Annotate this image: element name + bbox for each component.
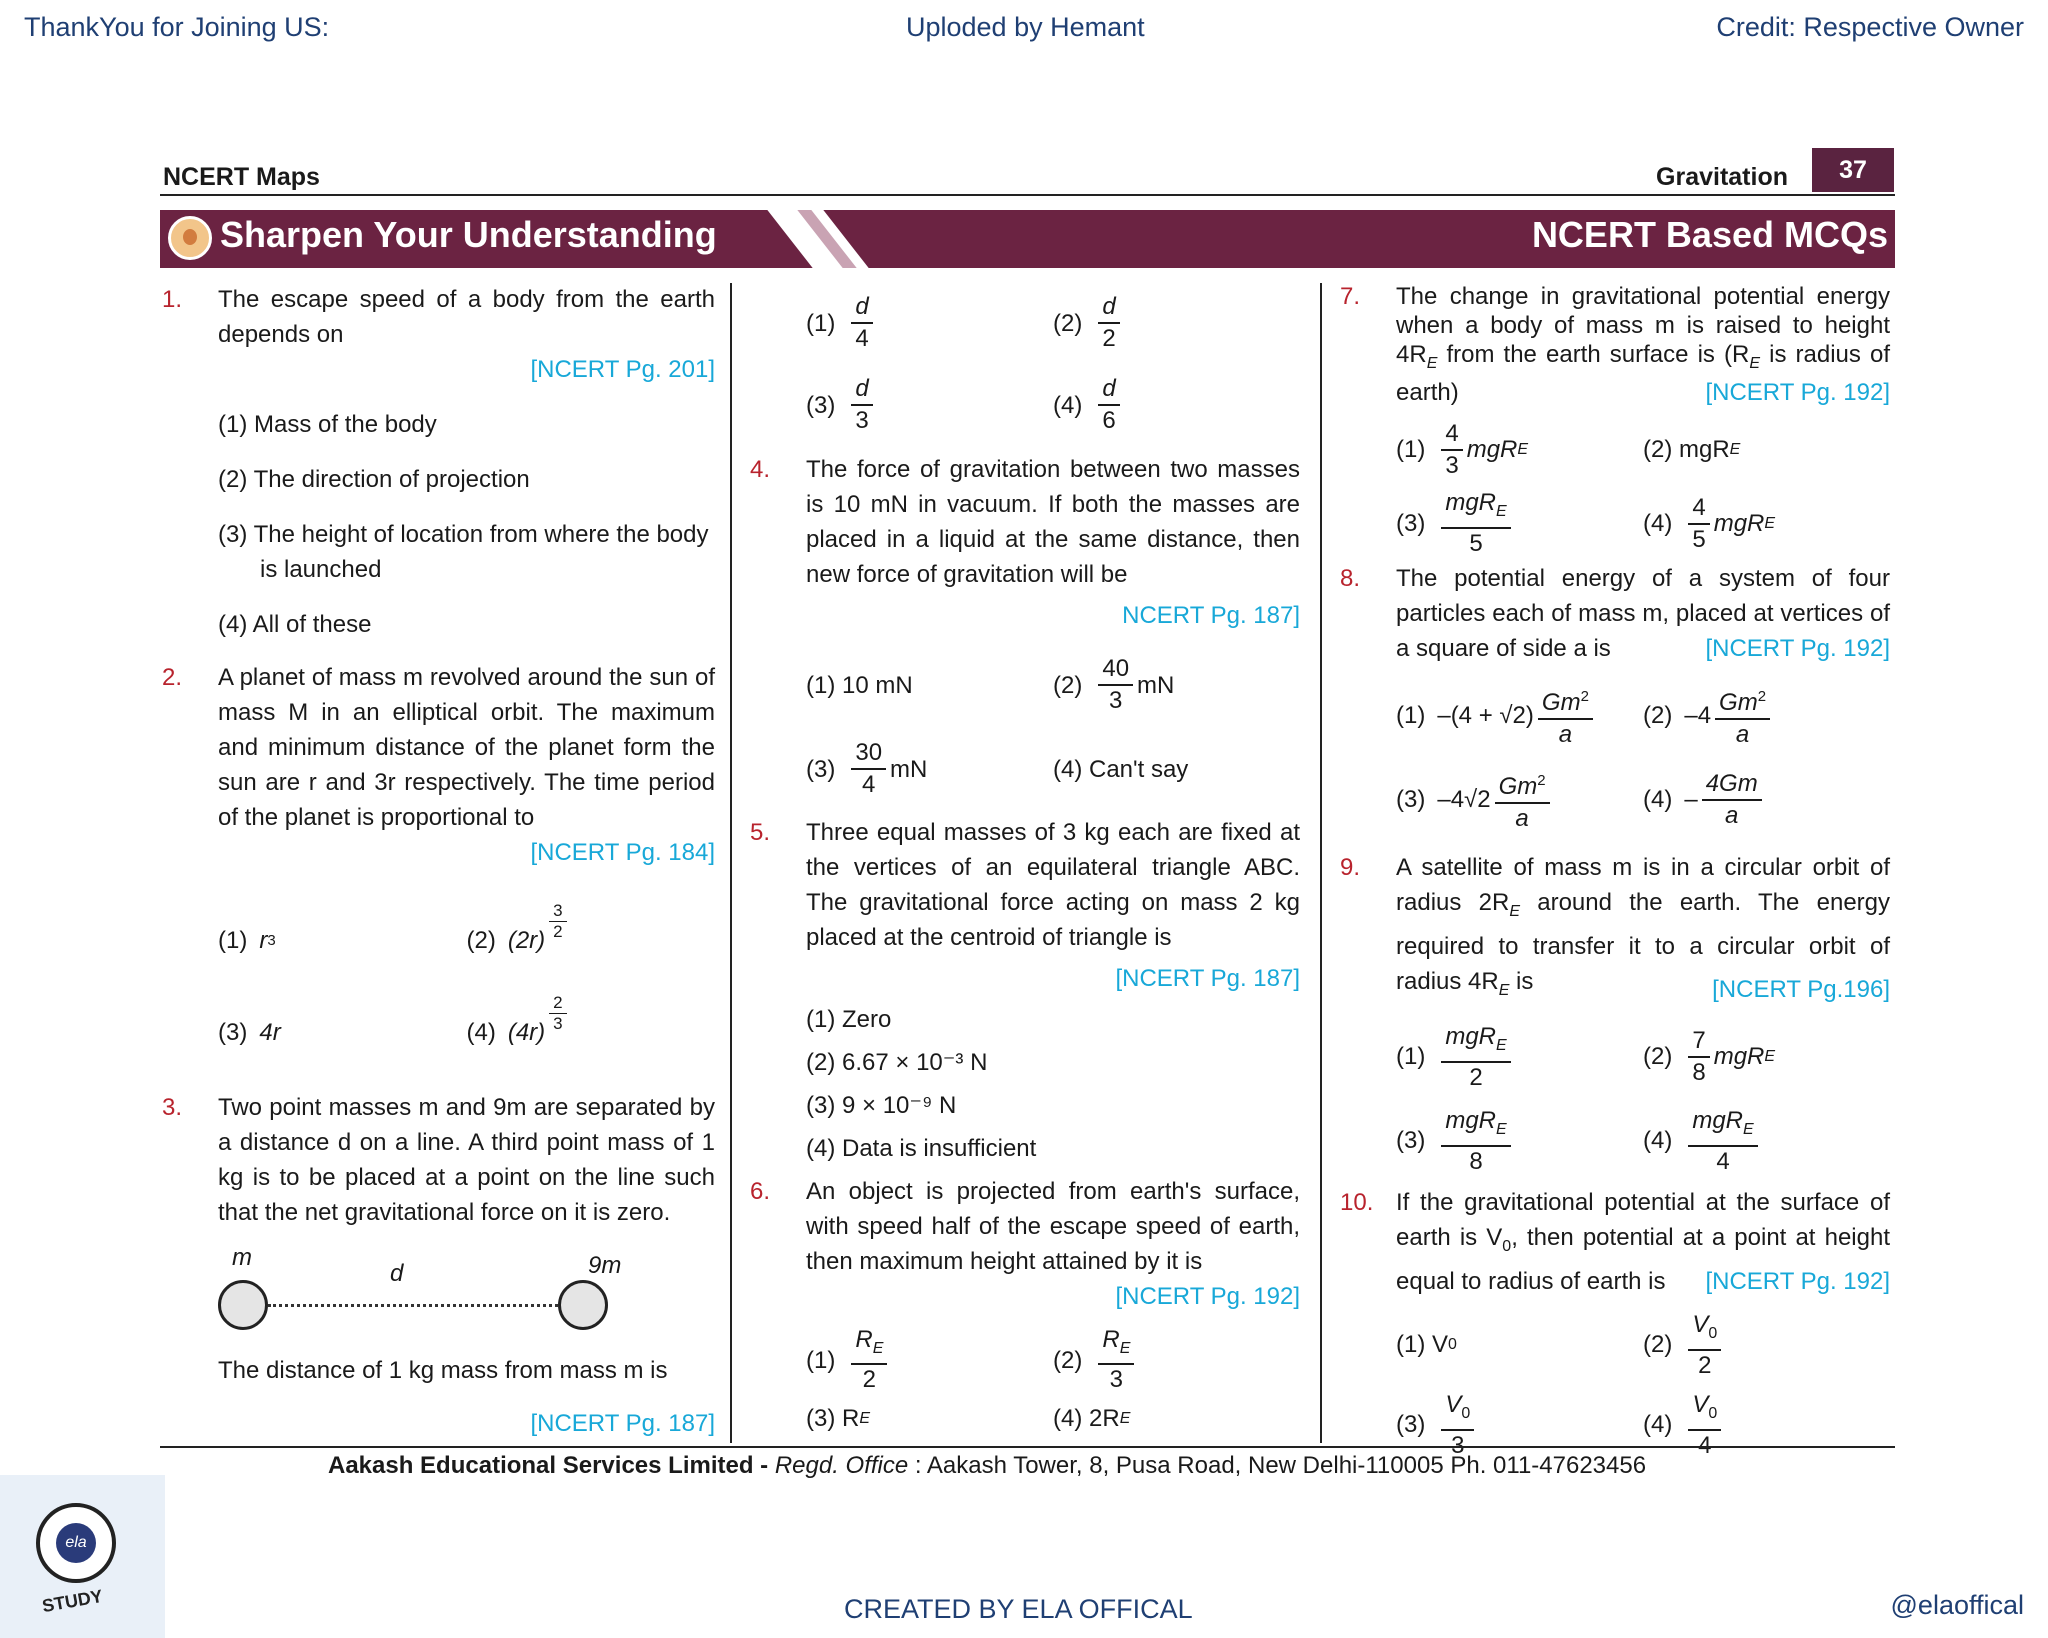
numerator: 40 [1098, 654, 1133, 686]
header-rule [160, 194, 1895, 196]
unit: mN [890, 755, 928, 783]
chapter-title: Gravitation [1656, 163, 1788, 191]
page-number: 37 [1812, 148, 1894, 192]
question-text: The distance of 1 kg mass from mass m is [218, 1357, 668, 1384]
label-m: m [232, 1244, 252, 1271]
coefficient: – [1684, 785, 1698, 813]
ncert-reference: [NCERT Pg. 187] [530, 1410, 715, 1437]
coefficient: –4 [1684, 701, 1712, 729]
question-number: 6. [750, 1178, 771, 1205]
ncert-reference: [NCERT Pg. 184] [530, 839, 715, 866]
option [1396, 1305, 1643, 1385]
option-label: (3) [1396, 1127, 1426, 1155]
question-10 [1338, 1185, 1890, 1299]
fraction [1688, 1026, 1709, 1088]
top-left-note: ThankYou for Joining US: [24, 12, 330, 42]
subscript: 0 [1448, 1336, 1457, 1354]
fraction [1441, 419, 1462, 481]
option: (1) Mass of the body [218, 411, 437, 438]
subscript: E [1729, 440, 1741, 458]
option-label: (2) [1643, 1043, 1673, 1071]
option [1643, 674, 1890, 758]
question-3 [160, 1090, 715, 1230]
fraction [1441, 1106, 1510, 1177]
denominator: 4 [855, 325, 869, 352]
question-text: Two point masses m and 9m are separated by a distance d on a line. A third point mass of 1 kg is to be placed at a point on the line such that the net gravitational force on it is zero. [218, 1094, 715, 1226]
option-label: (2) [466, 926, 496, 954]
fraction [1098, 374, 1119, 436]
numerator: mgR [1692, 1106, 1744, 1134]
subscript: E [872, 1339, 884, 1357]
subscript: E [1496, 503, 1507, 521]
question-9 [1338, 850, 1890, 1008]
option-label: (1) [806, 1346, 836, 1374]
subscript: E [1426, 354, 1438, 372]
question-8 [1338, 561, 1890, 666]
question-number: 8. [1340, 564, 1361, 592]
numerator: 2 [549, 993, 566, 1014]
question-text: is [1509, 967, 1534, 995]
label-9m: 9m [588, 1252, 622, 1279]
column-3 [1338, 282, 1890, 1465]
subscript: E [1743, 1120, 1754, 1138]
numerator: Gm [1719, 688, 1758, 716]
expression: mgR [1713, 509, 1765, 537]
option: (2) 6.67 × 10⁻³ N [806, 1049, 988, 1076]
option-label: (4) [1643, 1411, 1673, 1439]
option-label: (4) [1643, 509, 1673, 537]
option: (2) The direction of projection [218, 466, 530, 493]
denominator: 2 [862, 1366, 877, 1394]
column-1 [160, 282, 715, 1441]
option [1396, 413, 1643, 487]
question-5 [748, 815, 1300, 996]
options-grid-q9 [1338, 1015, 1890, 1183]
question-text: The potential energy of a system of four particles each of mass m, placed at vertices of a square of side a is [1396, 564, 1890, 662]
question-text: is radius of earth) [1396, 341, 1891, 406]
option-value: (2) mgR [1643, 435, 1730, 463]
option: (1) Zero [806, 1006, 892, 1033]
column-divider [730, 283, 732, 1443]
option-value: (3) R [806, 1404, 860, 1432]
numerator: 30 [851, 738, 886, 770]
fraction: $\frac{Gm^2}{a}$ [1495, 766, 1550, 834]
subscript: 0 [1708, 1404, 1718, 1422]
option [1396, 758, 1643, 842]
option [806, 282, 1053, 364]
fraction: $\frac{Gm^2}{a}$ [1538, 682, 1593, 750]
question-number: 7. [1340, 283, 1361, 310]
footer-rule [160, 1446, 1895, 1448]
question-2 [160, 660, 715, 870]
fraction [851, 738, 886, 800]
question-text: Three equal masses of 3 kg each are fixed at the vertices of an equilateral triangle ABC. The gravitational force acting on mass 2 kg placed at the centroid of triangle is [806, 819, 1300, 951]
masses-diagram [218, 1230, 715, 1335]
option-label: (3) [806, 755, 836, 783]
column-divider [1320, 283, 1322, 1443]
options-grid [160, 894, 715, 1078]
options-grid-q6 [748, 1322, 1300, 1438]
numerator: R [1102, 1325, 1120, 1353]
denominator: 5 [1692, 525, 1706, 553]
option [1053, 364, 1300, 446]
question-text: If the gravitational potential at the surface of earth is V [1396, 1189, 1890, 1252]
coefficient: –(4 + √2) [1437, 701, 1534, 729]
numerator: 7 [1688, 1026, 1709, 1058]
option-label: (4) [1643, 1127, 1673, 1155]
fraction [1702, 769, 1762, 831]
subscript: 0 [1502, 1238, 1512, 1256]
fraction [851, 1325, 887, 1396]
option-label: (3) [1396, 1411, 1426, 1439]
question-text: An object is projected from earth's surface, with speed half of the escape speed of earth, then maximum height attained by it is [806, 1178, 1300, 1275]
option-label: (1) [1396, 701, 1426, 729]
denominator: 5 [1469, 530, 1483, 558]
column-2 [748, 282, 1300, 1438]
denominator: 3 [855, 407, 869, 434]
expression: mgR [1466, 435, 1518, 463]
mass-9m-circle [558, 1280, 608, 1330]
denominator: 2 [1102, 325, 1116, 352]
option [1053, 282, 1300, 364]
option: (4) Can't say [1053, 755, 1189, 783]
ncert-reference: [NCERT Pg. 192] [1705, 1268, 1890, 1296]
ncert-reference: [NCERT Pg. 201] [530, 356, 715, 383]
option-label: (2) [1053, 1346, 1083, 1374]
denominator: 4 [1716, 1147, 1730, 1175]
option [1053, 643, 1300, 727]
subscript: E [1498, 981, 1510, 999]
option-label: (2) [1053, 309, 1083, 337]
denominator: 2 [1469, 1063, 1483, 1091]
exponent: 3 [267, 931, 276, 949]
option: (4) All of these [218, 611, 372, 638]
options-grid-q10 [1338, 1305, 1890, 1465]
fraction [1441, 1022, 1510, 1093]
option-value: 4r [259, 1018, 281, 1046]
option-label: (1) [1396, 1043, 1426, 1071]
numerator: V [1692, 1310, 1709, 1338]
option [1643, 1015, 1890, 1099]
question-4 [748, 452, 1300, 633]
logo-text: STUDY [40, 1585, 105, 1617]
numerator: mgR [1445, 1022, 1497, 1050]
option [467, 986, 716, 1078]
fraction [1441, 488, 1510, 559]
option-label: (3) [218, 1018, 248, 1046]
subscript: E [1517, 440, 1529, 458]
expression: mgR [1713, 1043, 1765, 1071]
subscript: E [1764, 514, 1776, 532]
fraction [851, 292, 872, 354]
option [467, 894, 716, 986]
question-text: around the earth. The energy required to transfer it to a circular orbit of radius 4R [1396, 888, 1891, 995]
address: : Aakash Tower, 8, Pusa Road, New Delhi-110005 Ph. 011-47623456 [908, 1452, 1647, 1479]
label-d: d [390, 1260, 404, 1287]
subscript: E [1496, 1120, 1507, 1138]
top-right-note: Credit: Respective Owner [1716, 12, 2024, 42]
coefficient: –4√2 [1437, 785, 1491, 813]
option [218, 986, 467, 1078]
denominator: 2 [1698, 1351, 1712, 1379]
option-label: (1) [218, 926, 248, 954]
option [1396, 487, 1643, 561]
denominator: 2 [553, 921, 563, 941]
banner-title-left: Sharpen Your Understanding [220, 214, 717, 255]
question-text: A planet of mass m revolved around the sun of mass M in an elliptical orbit. The maximum and minimum distance of the planet form the sun are r and 3r respectively. The time period of the planet is proportional to [218, 664, 715, 831]
denominator: 3 [1109, 1366, 1124, 1394]
question-7 [1338, 282, 1890, 407]
denominator: a [1515, 804, 1529, 832]
social-handle: @elaoffical [1890, 1590, 2024, 1620]
option-label: (4) [1643, 785, 1673, 813]
fraction [1688, 1310, 1721, 1381]
question-number: 3. [162, 1094, 183, 1121]
subscript: E [859, 1409, 871, 1427]
question-text: The escape speed of a body from the earth depends on [218, 286, 715, 348]
option-value: (2r) [507, 926, 546, 954]
fraction [1688, 1106, 1757, 1177]
option: (3) The height of location from where the body is launched [218, 521, 709, 583]
denominator: a [1725, 801, 1739, 829]
ncert-reference: [NCERT Pg. 192] [1705, 634, 1890, 662]
fraction [851, 374, 872, 436]
numerator: Gm [1498, 772, 1538, 800]
fraction [1098, 1325, 1134, 1396]
book-title: NCERT Maps [163, 163, 320, 191]
banner-title-right: NCERT Based MCQs [1531, 214, 1888, 255]
option-label: (2) [1053, 671, 1083, 699]
denominator: 6 [1102, 407, 1116, 434]
question-text: , then potential at a point at height equal to radius of earth is [1396, 1224, 1890, 1296]
denominator: 8 [1469, 1147, 1483, 1175]
denominator: 3 [553, 1013, 563, 1033]
numerator: d [851, 292, 872, 324]
numerator: 3 [549, 901, 566, 922]
question-text: The force of gravitation between two masses is 10 mN in vacuum. If both the masses are placed in a liquid at the same distance, then new force of gravitation will be [806, 456, 1300, 588]
subscript: E [1119, 1409, 1131, 1427]
option-label: (3) [1396, 509, 1426, 537]
numerator: d [851, 374, 872, 406]
option: (4) Data is insufficient [806, 1135, 1037, 1162]
brain-bulb-icon [168, 216, 212, 260]
fraction [1688, 1390, 1721, 1461]
option [1643, 1305, 1890, 1385]
subscript: E [1496, 1036, 1507, 1054]
question-1 [160, 282, 715, 387]
fraction [1441, 1390, 1474, 1461]
top-middle-note: Uploded by Hemant [906, 12, 1145, 42]
denominator: a [1558, 720, 1573, 748]
logo-mark: ela [56, 1523, 96, 1563]
numerator: Gm [1541, 688, 1581, 716]
option [806, 727, 1053, 811]
fraction: $\frac{Gm^2}{a}$ [1715, 682, 1770, 750]
option-value: r [259, 926, 268, 954]
subscript: E [1509, 902, 1520, 920]
question-number: 4. [750, 456, 771, 483]
option-label: (4) [466, 1018, 496, 1046]
mass-m-circle [218, 1280, 268, 1330]
fraction-exponent [549, 993, 566, 1034]
options-grid-q8 [1338, 674, 1890, 842]
option-value: (1) V [1396, 1331, 1449, 1359]
denominator: 8 [1692, 1059, 1706, 1087]
option [1643, 1385, 1890, 1465]
option-label: (1) [1396, 435, 1426, 463]
option [1643, 413, 1890, 487]
denominator: 3 [1445, 451, 1459, 479]
option [806, 1398, 1053, 1438]
ncert-reference: [NCERT Pg. 192] [1705, 378, 1890, 406]
option-value: (4) 2R [1053, 1404, 1120, 1432]
numerator: mgR [1445, 489, 1497, 517]
option [1643, 758, 1890, 842]
unit: mN [1137, 671, 1175, 699]
numerator: mgR [1445, 1106, 1497, 1134]
question-number: 10. [1340, 1189, 1374, 1217]
numerator: 4 [1441, 419, 1462, 451]
ncert-reference: [NCERT Pg. 192] [1115, 1283, 1300, 1310]
numerator: d [1098, 292, 1119, 324]
ncert-reference: NCERT Pg. 187] [1122, 602, 1300, 629]
option-label: (3) [806, 391, 836, 419]
question-number: 1. [162, 286, 183, 313]
created-by-note: CREATED BY ELA OFFICAL [844, 1594, 1193, 1624]
option-value: (4r) [507, 1018, 546, 1046]
numerator: d [1098, 374, 1119, 406]
denominator: a [1735, 720, 1750, 748]
option: (1) 10 mN [806, 671, 913, 699]
fraction-exponent [549, 901, 566, 942]
option [806, 364, 1053, 446]
subscript: E [1764, 1048, 1776, 1066]
option [1643, 1099, 1890, 1183]
denominator: 3 [1109, 687, 1123, 714]
option-label: (4) [1053, 391, 1083, 419]
subscript: E [1749, 354, 1761, 372]
numerator: R [855, 1325, 873, 1353]
fraction [1688, 493, 1709, 555]
numerator: V [1445, 1390, 1462, 1418]
distance-line [268, 1304, 564, 1307]
options-grid-q7 [1338, 413, 1890, 561]
option-label: (2) [1643, 1331, 1673, 1359]
option [1396, 1099, 1643, 1183]
fraction [1098, 292, 1119, 354]
question-text: A satellite of mass m is in a circular orbit of radius 2R [1396, 853, 1890, 916]
denominator: 4 [862, 771, 876, 798]
question-number: 9. [1340, 853, 1361, 881]
question-text: from the earth surface is (R [1437, 341, 1750, 368]
ncert-reference: [NCERT Pg.196] [1712, 976, 1890, 1004]
numerator: 4Gm [1702, 769, 1762, 801]
ela-study-logo [0, 1475, 165, 1638]
numerator: 4 [1688, 493, 1709, 525]
question-3-continued [160, 1353, 715, 1388]
options-grid-q4 [748, 643, 1300, 811]
option-label: (1) [806, 309, 836, 337]
option: (3) 9 × 10⁻⁹ N [806, 1092, 957, 1119]
subscript: E [1119, 1339, 1131, 1357]
company-name: Aakash Educational Services Limited - [328, 1452, 775, 1479]
question-number: 2. [162, 664, 183, 691]
option [806, 1322, 1053, 1398]
question-6 [748, 1174, 1300, 1314]
options-grid-q3 [748, 282, 1300, 446]
option [1396, 1015, 1643, 1099]
option [1396, 674, 1643, 758]
option [1053, 1398, 1300, 1438]
option [218, 894, 467, 986]
regd-office-label: Regd. Office [774, 1452, 909, 1479]
option-label: (3) [1396, 785, 1426, 813]
fraction [1098, 654, 1133, 716]
numerator: V [1692, 1390, 1709, 1418]
option [1643, 487, 1890, 561]
option [1053, 1322, 1300, 1398]
footer-address [328, 1452, 1646, 1480]
subscript: 0 [1708, 1324, 1718, 1342]
option-label: (2) [1643, 701, 1673, 729]
question-number: 5. [750, 819, 771, 846]
ncert-reference: [NCERT Pg. 187] [1115, 965, 1300, 992]
question-text: The change in gravitational potential energy when a body of mass m is raised to height 4R [1396, 283, 1890, 368]
subscript: 0 [1461, 1404, 1471, 1422]
